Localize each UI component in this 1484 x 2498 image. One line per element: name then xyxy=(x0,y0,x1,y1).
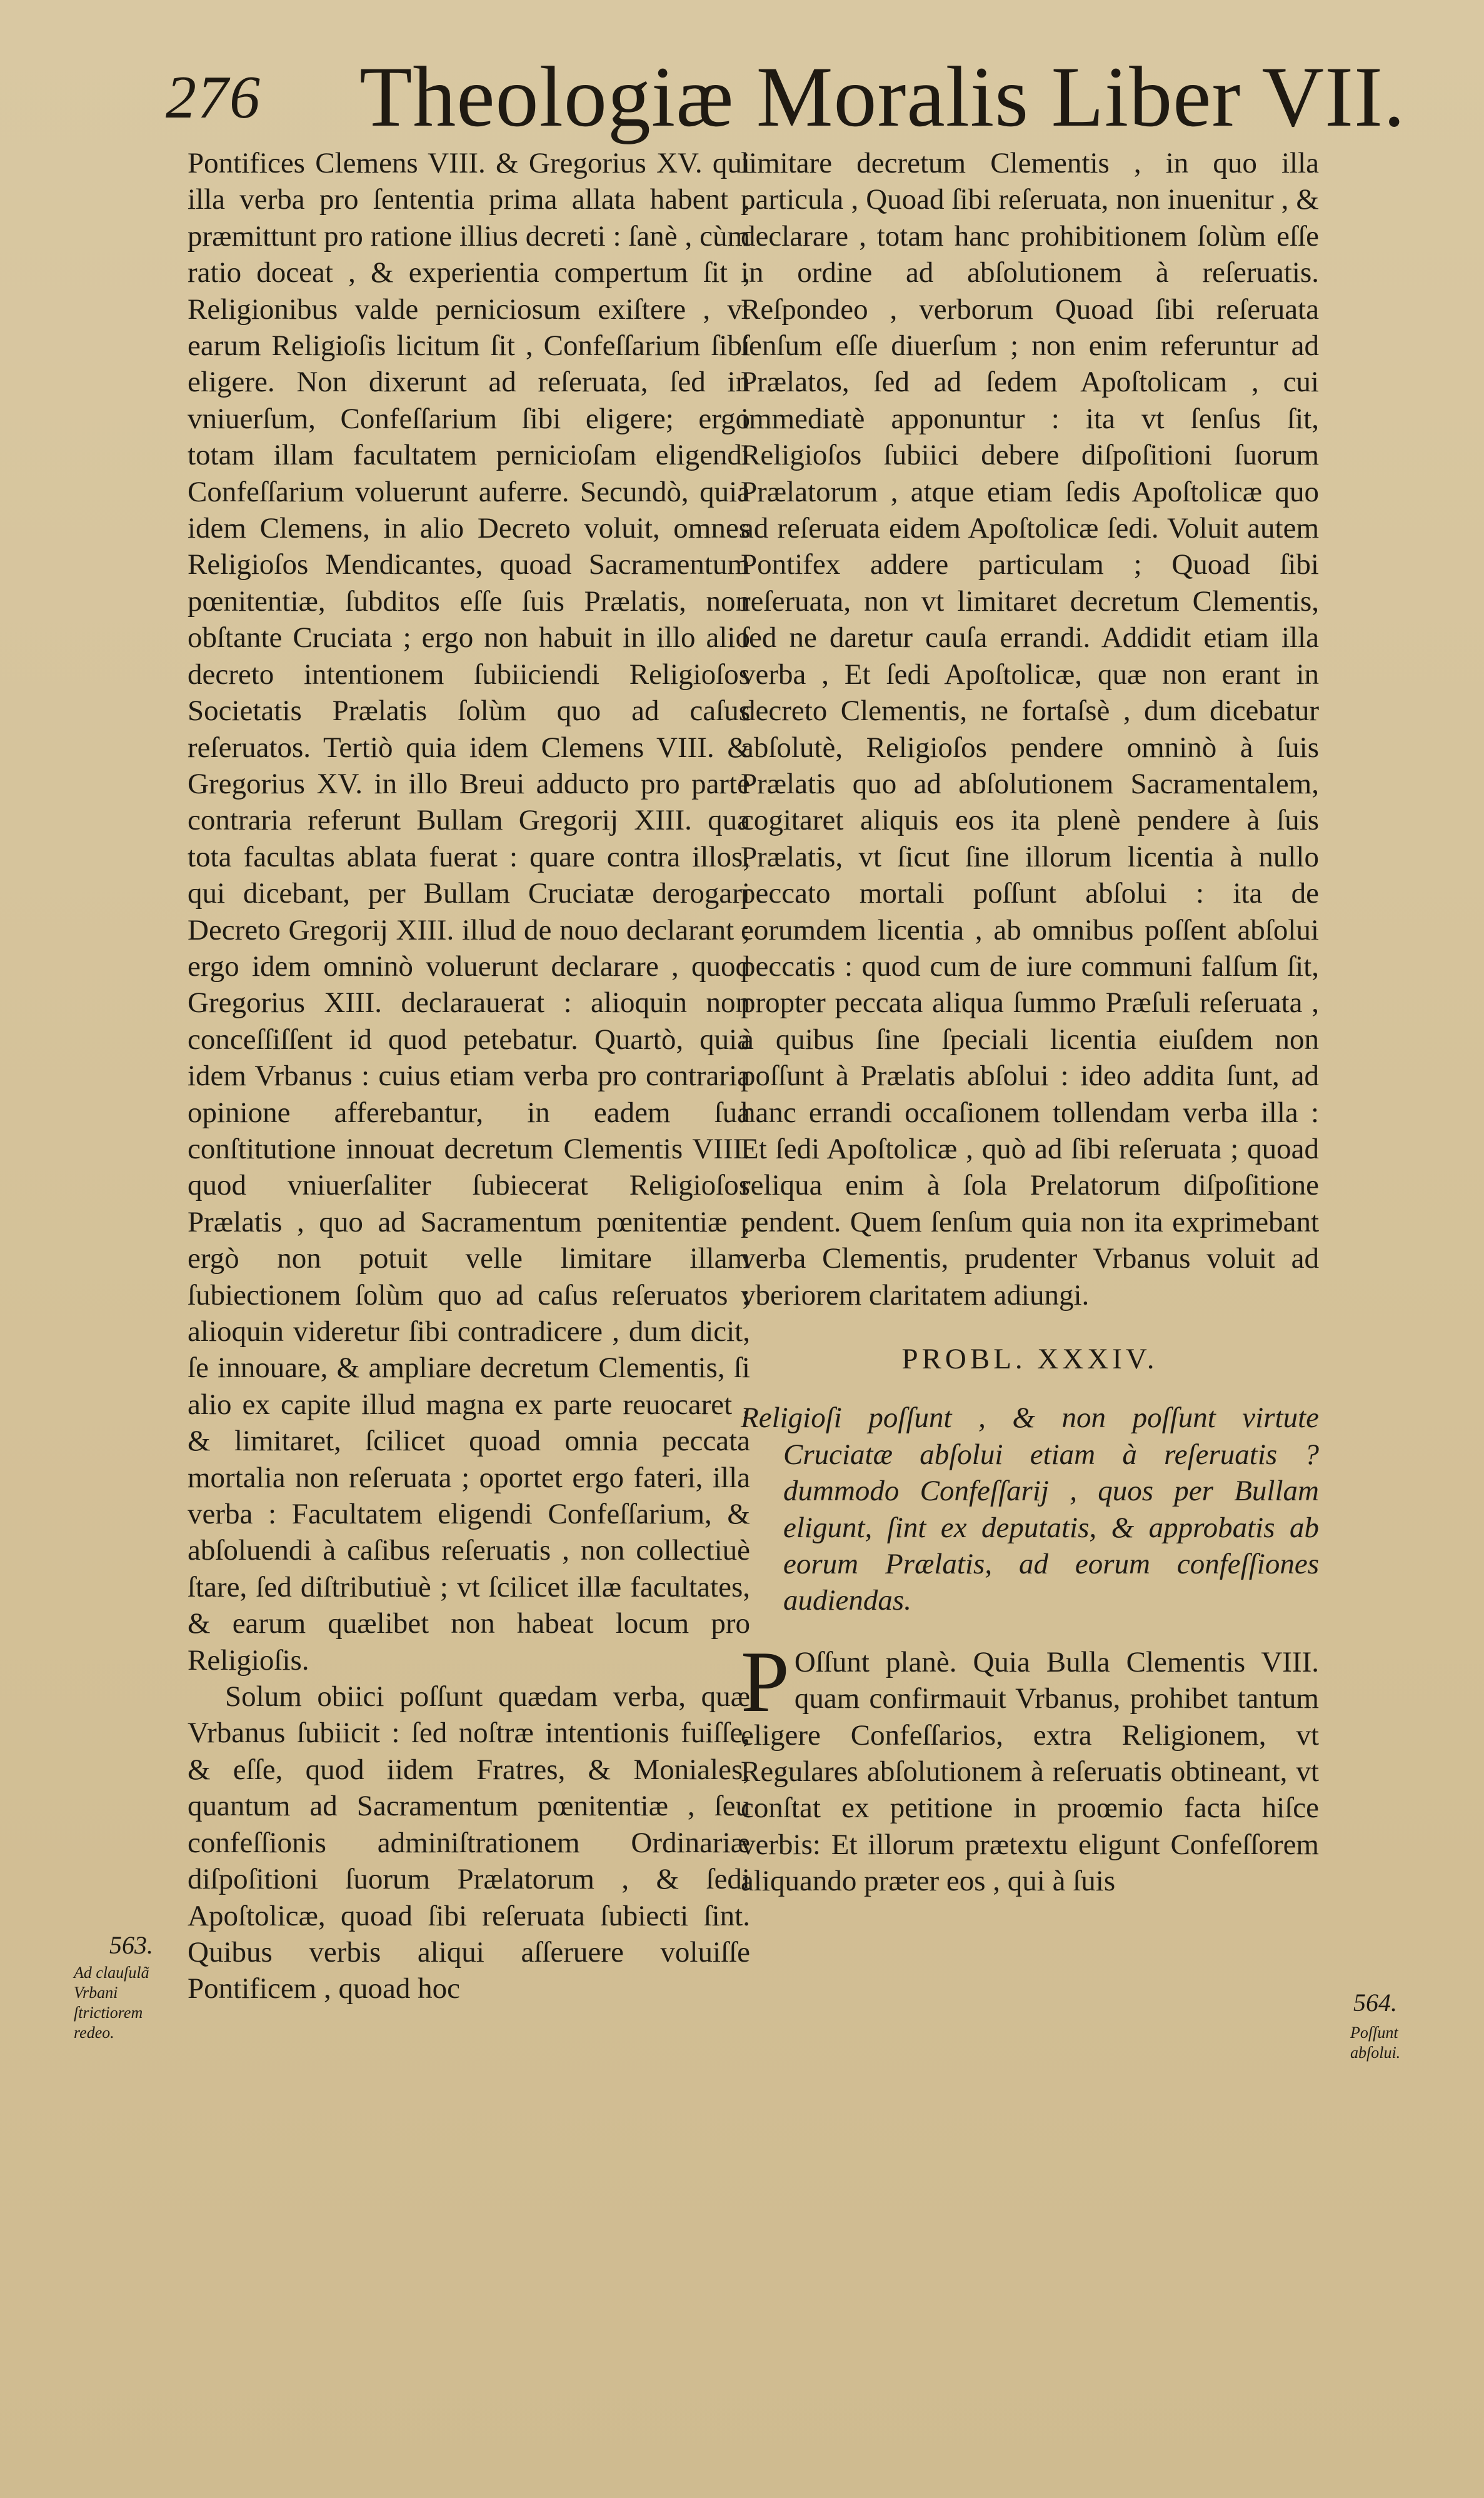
left-margin-number: 563. xyxy=(109,1931,153,1959)
left-margin-note: Ad clauſulã Vrbani ſtrictiorem redeo. xyxy=(74,1964,149,2042)
right-margin-note: Poſſunt abſolui. xyxy=(1350,2024,1401,2062)
page-header xyxy=(166,47,1406,144)
left-paragraph-1: Pontifices Clemens VIII. & Gregorius XV. qui illa verba pro ſententia prima allata habent , præmittunt pro ratione illius decreti : ſanè , cùm ratio doceat , & experientia compertum ſit , Religionibus valde perniciosum exiſtere , vt earum Religioſis licitum ſit , Confeſſarium ſibi eligere. Non dixerunt ad reſeruata, ſed in vniuerſum, Confeſſarium ſibi eligere; ergo totam illam facultatem pernicioſam eligendi Confeſſarium voluerunt auferre. Secundò, quia idem Clemens, in alio Decreto voluit, omnes Religioſos Mendicantes, quoad Sacramentum pœnitentiæ, ſubditos eſſe ſuis Prælatis, non obſtante Cruciata ; ergo non habuit in illo alio decreto intentionem ſubiiciendi Religioſos Societatis Prælatis ſolùm quo ad caſus reſeruatos. Tertiò quia idem Clemens VIII. & Gregorius XV. in illo Breui adducto pro parte contraria referunt Bullam Gregorij XIII. qua tota facultas ablata fuerat : quare contra illos, qui dicebant, per Bullam Cruciatæ derogari Decreto Gregorij XIII. illud de nouo declarant ; ergo idem omninò voluerunt declarare , quod Gregorius XIII. declarauerat : alioquin non conceſſiſſent id quod petebatur. Quartò, quia idem Vrbanus : cuius etiam verba pro contraria opinione afferebantur, in eadem ſua conſtitutione innouat decretum Clementis VIII. quod vniuerſaliter ſubiecerat Religioſos Prælatis , quo ad Sacramentum pœnitentiæ ; ergò non potuit velle limitare illam ſubiectionem ſolùm quo ad caſus reſeruatos ; alioquin videretur ſibi contradicere , dum dicit, ſe innouare, & ampliare decretum Clementis, ſi alio ex capite illud magna ex parte reuocaret , & limitaret, ſcilicet quoad omnia peccata mortalia non reſeruata ; oportet ergo fateri, illa verba : Facultatem eligendi Confeſſarium, & abſoluendi à caſibus reſeruatis , non collectiuè ſtare, ſed diſtributiuè ; vt ſcilicet illæ facultates, & earum quælibet non habeat locum pro Religioſis. xyxy=(188,147,750,1677)
left-paragraph-2: Solum obiici poſſunt quædam verba, quæ Vrbanus ſubiicit : ſed noſtræ intentionis fuiſſe, & eſſe, quod iidem Fratres, & Moniales, quantum ad Sacramentum pœnitentiæ , ſeu confeſſionis adminiſtrationem Ordinariæ diſpoſitioni ſuorum Prælatorum , & ſedi Apoſtolicæ, quoad ſibi reſeruata ſubiecti ſint. Quibus verbis aliqui aſſeruere voluiſſe Pontificem , quoad hoc xyxy=(188,1680,750,2005)
drop-capital: P xyxy=(741,1633,790,1730)
page-number: 276 xyxy=(166,64,261,131)
right-margin-number: 564. xyxy=(1353,1989,1397,2017)
right-paragraph-1: limitare decretum Clementis , in quo illa particula , Quoad ſibi reſeruata, non inuenitur , & declarare , totam hanc prohibitionem ſolùm eſſe in ordine ad abſolutionem à reſeruatis. Reſpondeo , verborum Quoad ſibi reſeruata ſenſum eſſe diuerſum ; non enim referuntur ad Prælatos, ſed ad ſedem Apoſtolicam , cui immediatè apponuntur : ita vt ſenſus ſit, Religioſos ſubiici debere diſpoſitioni ſuorum Prælatorum , atque etiam ſedis Apoſtolicæ quo ad reſeruata eidem Apoſtolicæ ſedi. Voluit autem Pontifex addere particulam ; Quoad ſibi reſeruata, non vt limitaret decretum Clementis, ſed ne daretur cauſa errandi. Addidit etiam illa verba , Et ſedi Apoſtolicæ, quæ non erant in decreto Clementis, ne fortaſsè , dum dicebatur abſolutè, Religioſos pendere omninò à ſuis Prælatis quo ad abſolutionem Sacramentalem, cogitaret aliquis eos ita plenè pendere à ſuis Prælatis, vt ſicut ſine illorum licentia à nullo peccato mortali poſſunt abſolui : ita de eorumdem licentia , ab omnibus poſſent abſolui peccatis : quod cum de iure communi falſum ſit, propter peccata aliqua ſummo Præſuli reſeruata , à quibus ſine ſpeciali licentia eiuſdem non poſſunt à Prælatis abſolui : ideo addita ſunt, ad hanc errandi occaſionem tollendam verba illa : Et ſedi Apoſtolicæ , quò ad ſibi reſeruata ; quoad reliqua enim à ſola Prelatorum diſpoſitione pendent. Quem ſenſum quia non ita exprimebant verba Clementis, prudenter Vrbanus voluit ad vberiorem claritatem adiungi. xyxy=(741,147,1319,1312)
problem-heading: PROBL. XXXIV. xyxy=(901,1343,1158,1375)
problem-summary: Religioſi poſſunt , & non poſſunt virtute Cruciatæ abſolui etiam à reſeruatis ? dummodo Confeſſarij , quos per Bullam eligunt, ſint ex deputatis, & approbatis ab eorum Prælatis, ad eorum confeſſiones audiendas. xyxy=(741,1402,1319,1617)
right-paragraph-2 xyxy=(741,1633,1319,1900)
running-title: Theologiæ Moralis Liber VII. xyxy=(359,49,1406,144)
right-paragraph-2-text: Oſſunt planè. Quia Bulla Clementis VIII. quam confirmauit Vrbanus, prohibet tantum eligere Confeſſarios, extra Religionem, vt Regulares abſolutionem à reſeruatis obtineant, vt conſtat ex petitione in proœmio facta hiſce verbis: Et illorum prætextu eligunt Confeſſorem aliquando præter eos , qui à ſuis xyxy=(741,1645,1319,1898)
left-column xyxy=(188,145,750,2007)
right-column xyxy=(741,145,1319,1900)
